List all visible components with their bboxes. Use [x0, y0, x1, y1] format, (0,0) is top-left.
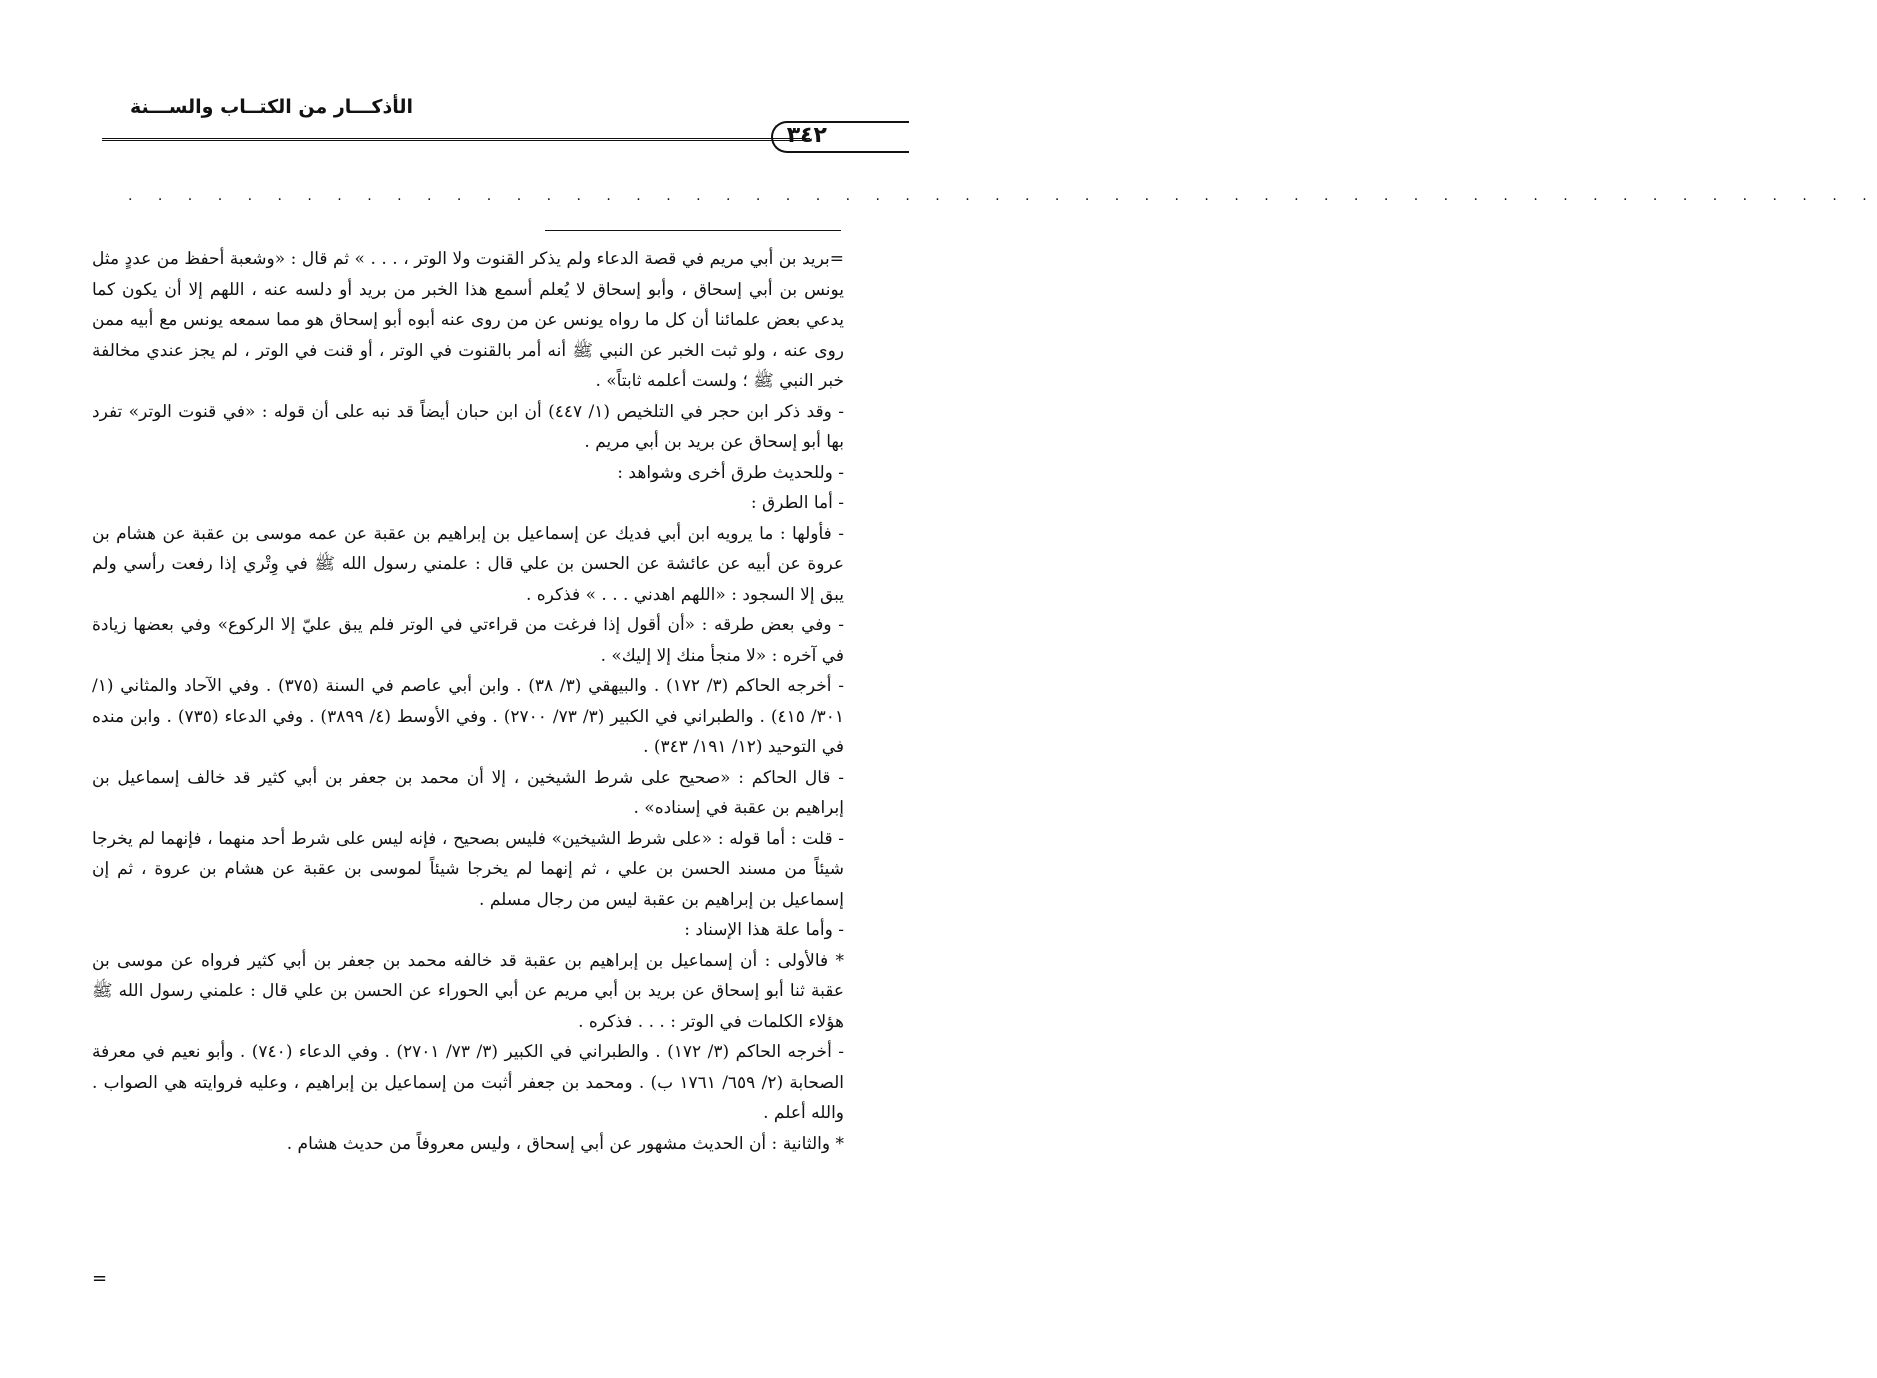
paragraph: * والثانية : أن الحديث مشهور عن أبي إسحاق ، وليس معروفاً من حديث هشام . [286, 1133, 844, 1154]
paragraph: - فأولها : ما يرويه ابن أبي فديك عن إسماعيل بن إبراهيم بن عقبة عن عمه موسى بن عقبة عن هشام بن عروة عن أبيه عن عائشة عن الحسن بن علي قال : علمني رسول الله ﷺ في وِتْري إذا رفعت رأسي ولم يبق إلا السجود : «اللهم اهدني . . . » فذكره . [92, 523, 844, 605]
footnote-body [92, 244, 844, 1159]
paragraph: - أخرجه الحاكم (٣/ ١٧٢) . والبيهقي (٣/ ٣٨) . وابن أبي عاصم في السنة (٣٧٥) . وفي الآحاد والمثاني (١/ ٣٠١/ ٤١٥) . والطبراني في الكبير (٣/ ٧٣/ ٢٧٠٠) . وفي الأوسط (٤/ ٣٨٩٩) . وفي الدعاء (٧٣٥) . وابن منده في التوحيد (١٢/ ١٩١/ ٣٤٣) . [92, 676, 845, 757]
paragraph: - أخرجه الحاكم (٣/ ١٧٢) . والطبراني في الكبير (٣/ ٧٣/ ٢٧٠١) . وفي الدعاء (٧٤٠) . وأبو نعيم في معرفة الصحابة (٢/ ٦٥٩/ ١٧٦١ ب) . ومحمد بن جعفر أثبت من إسماعيل بن إبراهيم ، وعليه فروايته هي الصواب . والله أعلم . [92, 1042, 845, 1123]
paragraph: - أما الطرق : [750, 493, 844, 513]
page-number-badge [771, 121, 909, 151]
paragraph: - وللحديث طرق أخرى وشواهد : [617, 462, 844, 483]
continuation-mark: = [92, 1268, 108, 1289]
header-title: الأذكـــار من الكتــاب والســـنة [129, 96, 413, 118]
paragraph: * فالأولى : أن إسماعيل بن إبراهيم بن عقبة قد خالفه محمد بن جعفر بن أبي كثير فرواه عن موسى بن عقبة ثنا أبو إسحاق عن بريد بن أبي مريم عن أبي الحوراء عن الحسن بن علي قال : علمني رسول الله ﷺ هؤلاء الكلمات في الوتر : . . . فذكره . [92, 950, 844, 1032]
paragraph: - وأما علة هذا الإسناد : [684, 920, 844, 940]
footnote-rule [545, 230, 841, 231]
header-rule [102, 138, 810, 141]
dotted-separator: . . . . . . . . . . . . . . . . . . . . . . . . . . . . . . . . . . . . . . . . . . . . . . . . . . . . . . . . . . . [128, 188, 1877, 204]
page-number: ٣٤٢ [786, 123, 827, 148]
paragraph: - وقد ذكر ابن حجر في التلخيص (١/ ٤٤٧) أن ابن حبان أيضاً قد نبه على أن قوله : «في قنوت الوتر» تفرد بها أبو إسحاق عن بريد بن أبي مريم . [92, 401, 844, 452]
paragraph: - قلت : أما قوله : «على شرط الشيخين» فليس بصحيح ، فإنه ليس على شرط أحد منهما ، فإنهما لم يخرجا شيئاً من مسند الحسن بن علي ، ثم إنهما لم يخرجا شيئاً لموسى بن عقبة عن هشام بن عروة ، ثم إن إسماعيل بن إبراهيم بن عقبة ليس من رجال مسلم . [92, 828, 844, 910]
paragraph: - وفي بعض طرقه : «أن أقول إذا فرغت من قراءتي في الوتر فلم يبق عليّ إلا الركوع» وفي بعضها زيادة في آخره : «لا منجأ منك إلا إليك» . [92, 615, 844, 666]
paragraph: - قال الحاكم : «صحيح على شرط الشيخين ، إلا أن محمد بن جعفر بن أبي كثير قد خالف إسماعيل بن إبراهيم بن عقبة في إسناده» . [92, 767, 844, 818]
paragraph: =بريد بن أبي مريم في قصة الدعاء ولم يذكر القنوت ولا الوتر ، . . . » ثم قال : «وشعبة أحفظ من عددٍ مثل يونس بن أبي إسحاق ، وأبو إسحاق لا يُعلم أسمع هذا الخبر من بريد أو دلسه عنه ، اللهم إلا أن يكون كما يدعي بعض علمائنا أن كل ما رواه يونس عن من روى عنه أبوه أبو إسحاق هو مما سمعه يونس مع أبيه ممن روى عنه ، ولو ثبت الخبر عن النبي ﷺ أنه أمر بالقنوت في الوتر ، أو قنت في الوتر ، لم يجز عندي مخالفة خبر النبي ﷺ ؛ ولست أعلمه ثابتاً» . [92, 249, 844, 391]
